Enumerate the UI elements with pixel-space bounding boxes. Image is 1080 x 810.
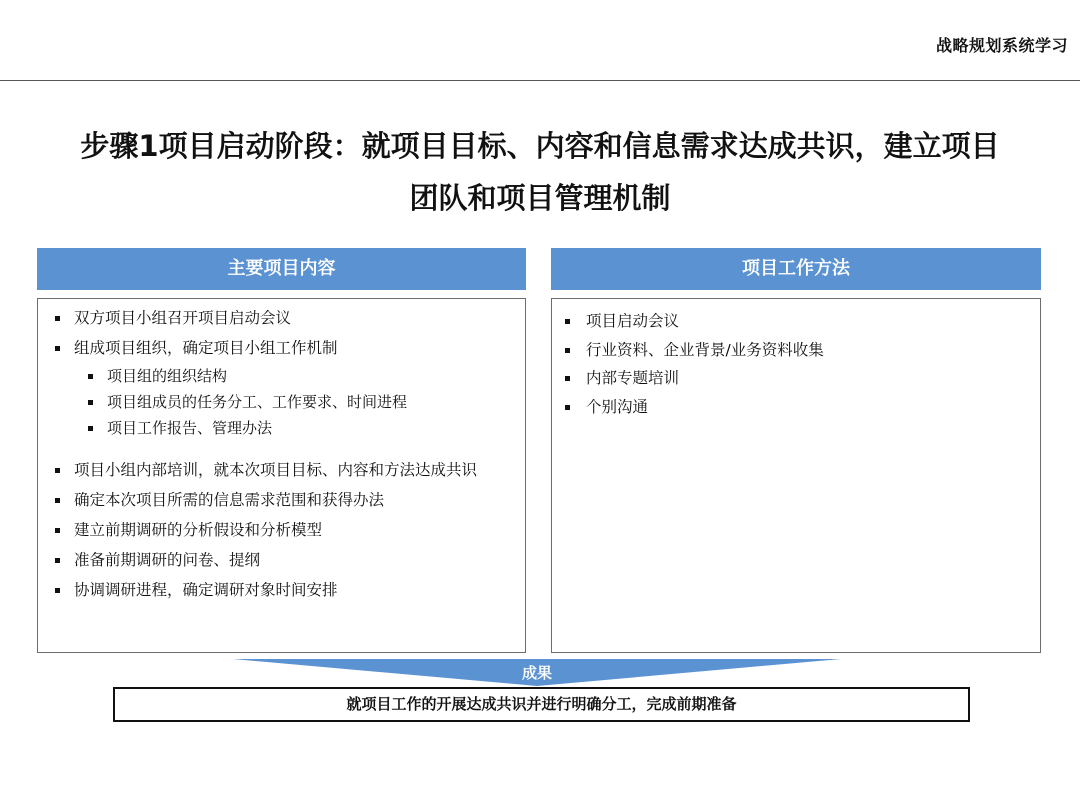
list-item <box>38 333 525 363</box>
list-item-label: 个别沟通 <box>586 397 649 416</box>
list-item-label: 协调调研进程，确定调研对象时间安排 <box>74 581 338 599</box>
work-method-header: 项目工作方法 <box>551 248 1041 290</box>
page-title <box>40 120 1040 224</box>
list-item <box>552 364 1040 393</box>
bullet-icon <box>55 588 60 593</box>
list-item <box>552 307 1040 336</box>
list-item <box>38 545 525 575</box>
bullet-icon <box>565 319 570 324</box>
bullet-icon <box>55 558 60 563</box>
list-item-label: 项目组成员的任务分工、工作要求、时间进程 <box>107 393 408 411</box>
bullet-icon <box>88 374 93 379</box>
header-title: 战略规划系统学习 <box>935 36 1068 55</box>
result-label: 成果 <box>521 664 552 682</box>
list-item <box>38 303 525 333</box>
work-method-panel <box>551 298 1041 653</box>
bullet-icon <box>55 528 60 533</box>
list-item-label: 双方项目小组召开项目启动会议 <box>74 309 292 327</box>
list-item-label: 确定本次项目所需的信息需求范围和获得办法 <box>74 491 385 509</box>
bullet-icon <box>55 346 60 351</box>
result-box: 就项目工作的开展达成共识并进行明确分工，完成前期准备 <box>113 687 970 722</box>
list-item-label: 组成项目组织，确定项目小组工作机制 <box>74 339 338 357</box>
bullet-icon <box>55 316 60 321</box>
list-item-label: 项目工作报告、管理办法 <box>107 419 273 437</box>
list-item-label: 项目组的组织结构 <box>107 367 228 385</box>
list-item <box>38 455 525 485</box>
bullet-icon <box>88 426 93 431</box>
list-item <box>552 393 1040 422</box>
bullet-icon <box>565 376 570 381</box>
list-item <box>38 515 525 545</box>
list-item-label: 建立前期调研的分析假设和分析模型 <box>74 521 323 539</box>
list-item <box>38 485 525 515</box>
page-title-line-2: 团队和项目管理机制 <box>409 181 671 215</box>
bullet-icon <box>565 348 570 353</box>
list-item-label: 行业资料、企业背景/业务资料收集 <box>586 340 824 359</box>
bullet-icon <box>88 400 93 405</box>
list-item-label: 项目启动会议 <box>586 312 680 330</box>
header-divider <box>0 80 1080 81</box>
main-content-list <box>38 303 525 605</box>
sub-list-item <box>38 363 525 389</box>
main-content-header: 主要项目内容 <box>37 248 526 290</box>
bullet-icon <box>55 468 60 473</box>
list-item <box>552 336 1040 365</box>
list-item-label: 内部专题培训 <box>586 369 680 387</box>
main-content-panel <box>37 298 526 653</box>
page-title-line-1: 步骤1项目启动阶段：就项目目标、内容和信息需求达成共识，建立项目 <box>80 129 1000 163</box>
bullet-icon <box>55 498 60 503</box>
list-item-label: 准备前期调研的问卷、提纲 <box>74 551 261 569</box>
sub-list-item <box>38 389 525 415</box>
sub-list-item <box>38 415 525 441</box>
list-item-label: 项目小组内部培训，就本次项目目标、内容和方法达成共识 <box>74 461 478 479</box>
bullet-icon <box>565 405 570 410</box>
work-method-list <box>552 307 1040 421</box>
list-item <box>38 575 525 605</box>
